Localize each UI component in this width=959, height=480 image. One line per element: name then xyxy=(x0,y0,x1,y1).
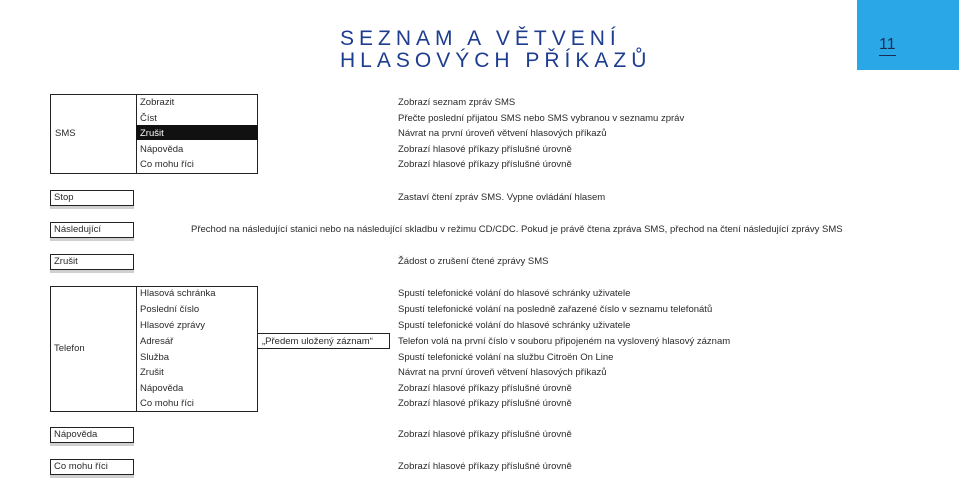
phone-cmd: Zrušit xyxy=(140,367,164,378)
phone-desc: Zobrazí hlasové příkazy příslušné úrovně xyxy=(398,398,572,409)
phone-desc: Zobrazí hlasové příkazy příslušné úrovně xyxy=(398,383,572,394)
cancel-bar xyxy=(50,270,134,273)
phone-desc: Spustí telefonické volání na posledně zařazené číslo v seznamu telefonátů xyxy=(398,304,713,315)
help-label: Nápověda xyxy=(54,429,98,440)
phone-cmd: Služba xyxy=(140,352,170,363)
whatcan-label: Co mohu říci xyxy=(54,461,108,472)
cancel-desc: Žádost o zrušení čtené zprávy SMS xyxy=(398,256,549,267)
next-desc: Přechod na následující stanici nebo na následující skladbu v režimu CD/CDC. Pokud je právě čtena zpráva SMS, přechod na čtení následující zprávy SMS xyxy=(191,224,843,235)
stop-label: Stop xyxy=(54,192,74,203)
phone-desc: Telefon volá na první číslo v souboru připojeném na vyslovený hlasový záznam xyxy=(398,336,731,347)
phone-cmd: Hlasové zprávy xyxy=(140,320,205,331)
next-label: Následující xyxy=(54,224,101,235)
stop-bar xyxy=(50,206,134,209)
sms-cmd: Číst xyxy=(140,113,157,124)
phone-cmd: Poslední číslo xyxy=(140,304,200,315)
phone-desc: Spustí telefonické volání do hlasové schránky uživatele xyxy=(398,320,631,331)
whatcan-desc: Zobrazí hlasové příkazy příslušné úrovně xyxy=(398,461,572,472)
phone-label: Telefon xyxy=(54,343,85,354)
sms-desc: Návrat na první úroveň větvení hlasových příkazů xyxy=(398,128,607,139)
phone-group-divider xyxy=(136,286,137,412)
page-title-line2: HLASOVÝCH PŘÍKAZŮ xyxy=(340,49,652,72)
whatcan-bar xyxy=(50,475,134,478)
phone-cmd: Co mohu říci xyxy=(140,398,194,409)
sms-desc: Zobrazí seznam zpráv SMS xyxy=(398,97,516,108)
page-number-tab xyxy=(857,0,959,70)
sms-desc: Přečte poslední přijatou SMS nebo SMS vybranou v seznamu zpráv xyxy=(398,113,685,124)
sms-cmd: Co mohu říci xyxy=(140,159,194,170)
phone-cmd: Hlasová schránka xyxy=(140,288,216,299)
help-bar xyxy=(50,443,134,446)
phone-desc: Spustí telefonické volání do hlasové schránky uživatele xyxy=(398,288,631,299)
phone-desc: Návrat na první úroveň větvení hlasových příkazů xyxy=(398,367,607,378)
sms-cmd: Nápověda xyxy=(140,144,184,155)
sms-cmd: Zobrazit xyxy=(140,97,175,108)
page-title-line1: SEZNAM A VĚTVENÍ xyxy=(340,27,621,50)
sms-cmd: Zrušit xyxy=(140,128,164,139)
sms-label: SMS xyxy=(55,128,76,139)
sms-desc: Zobrazí hlasové příkazy příslušné úrovně xyxy=(398,144,572,155)
next-bar xyxy=(50,238,134,241)
sms-desc: Zobrazí hlasové příkazy příslušné úrovně xyxy=(398,159,572,170)
help-desc: Zobrazí hlasové příkazy příslušné úrovně xyxy=(398,429,572,440)
stop-desc: Zastaví čtení zpráv SMS. Vypne ovládání hlasem xyxy=(398,192,606,203)
cancel-label: Zrušit xyxy=(54,256,78,267)
page-title xyxy=(340,28,651,72)
phone-cmd: Adresář xyxy=(140,336,174,347)
directory-sub: „Předem uložený záznam“ xyxy=(262,336,373,347)
phone-desc: Spustí telefonické volání na službu Citroën On Line xyxy=(398,352,614,363)
page-number: 11 xyxy=(879,36,896,56)
phone-cmd: Nápověda xyxy=(140,383,184,394)
